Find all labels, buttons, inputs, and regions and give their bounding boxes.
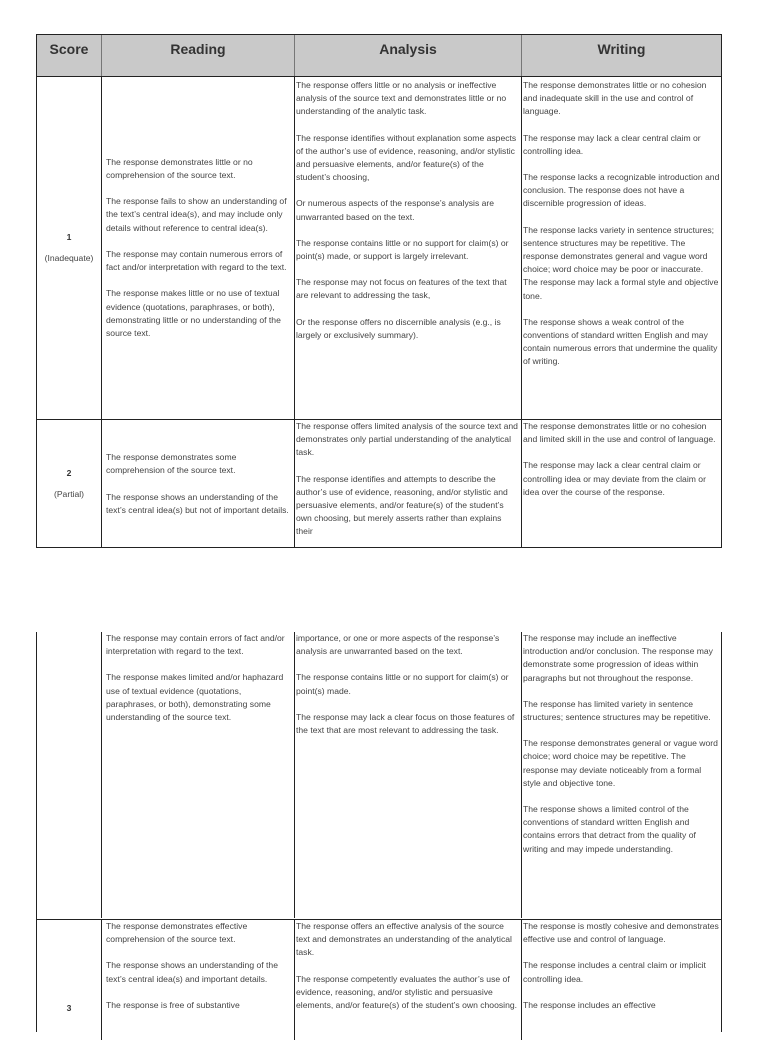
criterion-text: The response may not focus on features of the text that are relevant to addressing the task, bbox=[296, 277, 507, 301]
score-1-writing bbox=[521, 77, 721, 419]
criterion-text: The response may include an ineffective introduction and/or conclusion. The response may demonstrate some progression of ideas within paragraphs but not throughout the response. bbox=[523, 633, 713, 683]
header-analysis: Analysis bbox=[294, 35, 521, 76]
criterion-text: The response demonstrates general or vague word choice; word choice may be repetitive. The response may deviate noticeably from a formal style and objective tone. bbox=[523, 738, 718, 788]
score-2-continued-cell bbox=[37, 632, 101, 918]
criterion-text: The response includes an effective bbox=[523, 999, 656, 1010]
criterion-text: The response offers limited analysis of the source text and demonstrates only partial understanding of the analytical task. bbox=[296, 421, 518, 458]
criterion-text: The response is free of substantive bbox=[106, 999, 240, 1010]
score-2-writing bbox=[521, 420, 721, 548]
criterion-text: The response may contain numerous errors of fact and/or interpretation with regard to the text. bbox=[106, 248, 287, 273]
score-label: (Partial) bbox=[53, 489, 85, 499]
header-score: Score bbox=[49, 41, 89, 57]
score-3-reading bbox=[101, 920, 294, 1040]
criterion-text: The response is mostly cohesive and demonstrates effective use and control of language. bbox=[523, 921, 719, 945]
criterion-text: The response competently evaluates the author’s use of evidence, reasoning, and/or stylistic and persuasive elements, and/or feature(s) of the student’s own choosing. bbox=[296, 973, 518, 1011]
criterion-text: The response shows an understanding of the text’s central idea(s) and important details. bbox=[106, 960, 278, 984]
criterion-text: The response makes limited and/or haphazard use of textual evidence (quotations, paraphrases, or both), demonstrating some understanding of the source text. bbox=[106, 672, 284, 723]
criterion-text: The response offers an effective analysis of the source text and demonstrates an understanding of the analytical task. bbox=[296, 921, 512, 958]
criterion-text: The response may lack a clear central claim or controlling idea or may deviate from the claim or idea over the course of the response. bbox=[523, 460, 706, 497]
criterion-text: importance, or one or more aspects of the response’s analysis are unwarranted based on the text. bbox=[296, 633, 500, 657]
criterion-text: The response contains little or no support for claim(s) or point(s) made. bbox=[296, 672, 509, 696]
table-header-row bbox=[37, 35, 721, 76]
score-2-cell bbox=[37, 420, 101, 548]
criterion-text: The response contains little or no support for claim(s) or point(s) made, or support is largely irrelevant. bbox=[296, 237, 509, 262]
criterion-text: The response demonstrates effective comprehension of the source text. bbox=[106, 921, 248, 945]
criterion-text: The response may contain errors of fact and/or interpretation with regard to the text. bbox=[106, 633, 285, 657]
criterion-text: The response lacks variety in sentence structures; sentence structures may be repetitive. The response demonstrates general and vague word choice; word choice may be poor or inaccurate. The response may lack a formal style and objective tone. bbox=[523, 224, 719, 301]
criterion-text: Or the response offers no discernible analysis (e.g., is largely or exclusively summary). bbox=[296, 316, 501, 340]
criterion-text: The response demonstrates little or no cohesion and inadequate skill in the use and control of language. bbox=[523, 80, 707, 117]
score-2-row bbox=[37, 419, 721, 548]
score-1-row bbox=[37, 76, 721, 419]
criterion-text: The response shows an understanding of the text’s central idea(s) but not of important details. bbox=[106, 491, 289, 515]
score-1-reading bbox=[101, 77, 294, 419]
rubric-table-page-2 bbox=[36, 632, 722, 1032]
criterion-text: The response includes a central claim or implicit controlling idea. bbox=[523, 960, 706, 984]
criterion-text: Or numerous aspects of the response’s analysis are unwarranted based on the text. bbox=[296, 198, 495, 222]
score-2-analysis bbox=[294, 420, 521, 548]
score-number: 2 bbox=[66, 467, 72, 478]
criterion-text: The response shows a limited control of the conventions of standard written English and contains errors that detract from the quality of writing and may impede understanding. bbox=[523, 804, 696, 854]
criterion-text: The response has limited variety in sentence structures; sentence structures may be repetitive. bbox=[523, 698, 711, 723]
score-3-row bbox=[37, 919, 721, 1040]
header-reading: Reading bbox=[101, 35, 294, 76]
criterion-text: The response fails to show an understanding of the text’s central idea(s), and may include only details without reference to central idea(s). bbox=[106, 196, 287, 233]
criterion-text: The response may lack a clear central claim or controlling idea. bbox=[523, 132, 701, 156]
score-2-reading-continued bbox=[101, 632, 294, 918]
score-2-continued-row bbox=[37, 632, 721, 918]
criterion-text: The response demonstrates little or no comprehension of the source text. bbox=[106, 156, 253, 181]
criterion-text: The response offers little or no analysis or ineffective analysis of the source text and demonstrates little or no understanding of the analytic task. bbox=[296, 80, 507, 117]
criterion-text: The response shows a weak control of the conventions of standard written English and may contain numerous errors that undermine the quality of writing. bbox=[523, 316, 718, 367]
criterion-text: The response lacks a recognizable introduction and conclusion. The response does not have a discernible progression of ideas. bbox=[523, 172, 720, 209]
score-number: 3 bbox=[66, 1003, 72, 1013]
criterion-text: The response demonstrates little or no cohesion and limited skill in the use and control of language. bbox=[523, 421, 716, 445]
criterion-text: The response may lack a clear focus on those features of the text that are most relevant to addressing the task. bbox=[296, 711, 515, 736]
score-3-writing bbox=[521, 920, 721, 1040]
criterion-text: The response demonstrates some comprehension of the source text. bbox=[106, 452, 237, 476]
score-3-analysis bbox=[294, 920, 521, 1040]
score-label: (Inadequate) bbox=[44, 253, 94, 263]
score-2-reading bbox=[101, 420, 294, 548]
score-3-cell bbox=[37, 920, 101, 1040]
criterion-text: The response identifies without explanation some aspects of the author’s use of evidence, reasoning, and/or stylistic and persuasive elements, and/or feature(s) of the student’s choosing, bbox=[296, 132, 517, 183]
criterion-text: The response makes little or no use of textual evidence (quotations, paraphrases, or both), demonstrating little or no understanding of the source text. bbox=[106, 288, 281, 338]
rubric-table-page-1 bbox=[36, 34, 722, 548]
score-number: 1 bbox=[66, 231, 72, 242]
criterion-text: The response identifies and attempts to describe the author’s use of evidence, reasoning, and/or stylistic and persuasive elements, and/or feature(s) of the student’s own choosing, but merely asserts rather than explains their bbox=[296, 473, 508, 537]
score-2-analysis-continued bbox=[294, 632, 521, 918]
header-writing: Writing bbox=[521, 35, 721, 76]
score-1-analysis bbox=[294, 77, 521, 419]
score-1-cell bbox=[37, 77, 101, 419]
score-2-writing-continued bbox=[521, 632, 721, 918]
